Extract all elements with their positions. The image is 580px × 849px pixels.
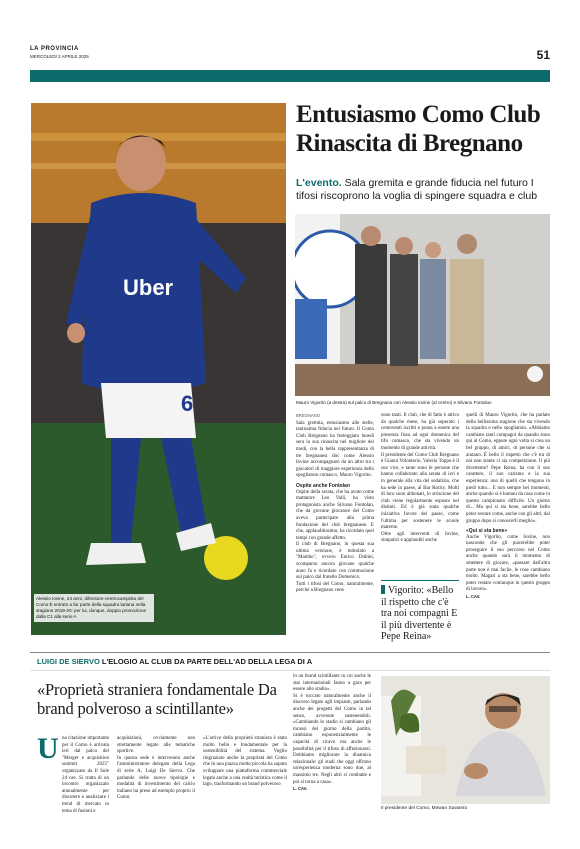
event-illustration (295, 214, 550, 396)
article-minihead: Ospite anche Fontolan (296, 482, 350, 489)
article-paragraph: sono tanti. Il club, che di fatto è attivo da qualche mese, ha già superato i centoventi iscritti e punta a essere una presenza fissa ad ogni domenica del tifo comasco, che sta vivendo un momento di grande attività. (381, 413, 459, 451)
article-paragraph: Oltre agli interventi di Iovine, simpatici e applauditi anche (381, 531, 459, 544)
event-photo (295, 214, 550, 396)
bottom-signature: L. CAV. (293, 786, 308, 792)
pull-quote-text: Vigorito: «Bello il rispetto che c'è tra noi compagni E il più divertente è Pepe Reina» (381, 585, 458, 642)
bottom-paragraph: in un brand scintillante in cui anche le star internazionali fanno a gara per essere allo stadio». (293, 674, 371, 693)
player-illustration (31, 103, 286, 635)
bottom-column-1 (62, 736, 109, 815)
article-minihead: «Qui si sta bene» (466, 528, 508, 535)
bottom-paragraph: In questa sede è intervenuto anche l'amministratore delegato della Lega di serie A, Luigi De Siervo. Che parlando delle nuove tipologie e modalità di investimento del calcio italiano ha preso ad esempio proprio il Como. (117, 755, 195, 801)
article-subhead-text: Sala gremita e grande fiducia nel futuro I tifosi riscoprono la voglia di spingere squadra e club (296, 177, 538, 202)
article-signature: L. CAV. (466, 594, 481, 600)
bottom-paragraph: Si è toccato naturalmente anche il discorso legato agli impianti, parlando anche dei progetti del Como in tal senso, avvenute sostenendoli. «Cambiando lo stadio si cambiano gli incassi del giorno della partita, cambiano esponenzialmente le capacità di ricavo ma anche le possibilità per il tifoso di affezionarsi. Dobbiamo migliorare la dinamica relazionale: gli stadi che oggi offrono un'esperienza moderna sono due, al massimo tre. Negli altri si combatte e poi si torna a casa». (293, 693, 371, 785)
article-column-1 (296, 413, 374, 595)
president-illustration (381, 676, 550, 804)
article-column-3 (466, 413, 550, 601)
bottom-paragraph: na citazione importante per il Como è arrivata ieri dal palco del "Merger e acquisition summit 2025" organizzato da Il Sole 24 ore. Si tratta di un incontro organizzato annualmente per discutere e analizzare i trend di mercato in tema di fusioni e (62, 736, 109, 814)
article-paragraph: Sala gremita, entusiasmo alle stelle, tantissima fiducia nel futuro. Il Como Club Bregnano ha festeggiato lunedì sera la sua rinascita nel migliore dei modi, con la bella rappresentanza di tre bregnanesi doc come Alessio Iovine accompagnato da un altro tra i giocatori di maggiore esperienza dello spogliatoio comasco, Mauro Vigorito. (296, 420, 374, 479)
article-paragraph: Il club di Bregnano, in questa sua ultima versione, è intitolato a "Mambo", ovvero Enrico Dubini, scomparso ancora giovane qualche anno fa e ricordato con commozione sul palco dal fratello Domenico. (296, 542, 374, 581)
page-number: 51 (536, 48, 550, 62)
drop-cap: U (37, 732, 59, 765)
article-paragraph: Ospite della serata, che ha avuto come mattatore Leo Valli, ha visto protagonista anche Silvano Fontolan, che da giovane giocatore del Como aveva partecipato alla prima fondazione del club bregnanese. E che, applauditissimo, ha ricordato quei tempi con grande affetto. (296, 489, 374, 541)
bottom-paragraph: acquisizioni, ovviamente non strettamente legato alle tematiche sportive. (117, 736, 195, 755)
section-divider (30, 652, 550, 653)
shirt-number: 6 (181, 391, 194, 416)
article-kicker: L'evento. (296, 177, 342, 189)
masthead (30, 46, 550, 66)
kicker-divider (30, 670, 550, 671)
bottom-headline: «Proprietà straniera fondamentale Da brand polveroso a scintillante» (37, 680, 277, 718)
bottom-column-3 (203, 736, 287, 789)
player-photo (31, 103, 286, 635)
president-photo-caption: Il presidente del Como, Mirwan Suwarso (381, 806, 468, 811)
article-paragraph: Il presidente del Como Club Bregnano è Gianni Volonterio, Valerio Toppo è il suo vice, e tante sono le persone che hanno collaborato alla serata di ieri e in generale alla vita del sodalizio, che ha sede in paese, al Bar Rocky. Molti di loro sono abbonati, lo striscione del club viene regolarmente esposto nei distinti. Ed è già stata qualche iniziativa favore del paese, come l'ultima per sostenere le scuole materne. (381, 452, 459, 531)
issue-date: MERCOLEDÌ 2 APRILE 2025 (30, 54, 89, 59)
bottom-kicker-text: L'ELOGIO AL CLUB DA PARTE DELL'AD DELLA LEGA DI A (99, 657, 313, 666)
bottom-column-2 (117, 736, 195, 802)
section-bar (30, 70, 550, 82)
bottom-column-4 (293, 674, 371, 793)
article-subhead (296, 177, 556, 203)
bottom-kicker (37, 657, 312, 666)
pull-quote (381, 580, 459, 643)
article-headline: Entusiasmo Como Club Rinascita di Bregnano (296, 101, 541, 157)
article-column-2 (381, 413, 459, 545)
dateline: BREGNANO (296, 413, 320, 418)
article-paragraph: Tutti i tifosi del Como, naturalmente, perché a Bregnano cene (296, 581, 374, 594)
article-paragraph: Anche Vigorito, come Iovine, non nasconde che gli piacerebbe poter proseguire il suo percorso nel Como anche quando sarà il momento di smettere di giocare, «passare dall'altra parte non è mai facile, le cose cambiano molto. Magari a sta bene, sarebbe bello poter restare comunque in questo gruppo di lavoro». (466, 534, 550, 593)
player-photo-caption: Alessio Iovine, 24 anni, difensore-centrocampista del Como È entrato a far parte della squadra lariana nella stagione 2019-20: per lui, dunque, doppia promozione dalla C1 alla serie A (34, 594, 154, 622)
bottom-kicker-name: LUIGI DE SIERVO (37, 657, 100, 666)
bottom-paragraph: «L'arrivo della proprietà straniera è stato molto bello e fondamentale per la sostenibilità del sistema. Voglio ringraziare anche la proprietà del Como che in una piazza molto piccola ha saputo sviluppare una piattaforma commerciale legata anche a una realtà turistica come il lago, trasformando un brand polveroso (203, 736, 287, 788)
shirt-sponsor: Uber (123, 275, 174, 300)
event-photo-caption: Mauro Vigorito (a destra) sul palco di Bregnano con Alessio Iovine (al centro) e Silvano Fontolan (296, 400, 492, 405)
article-paragraph: quelli di Mauro Vigorito, che ha parlato della bellissima stagione che sta vivendo la squadra e nello spogliatoio. «Abbiamo cambiato tanti compagni da quando sono qui al Como, eppure ogni volta si crea un bel gruppo, di amici, di persone che si aiutano. È bello il rispetto che c'è tra di noi non stante ci sia competizione. Il più divertente? Pepe Reina, ha con il suo carattere, il suo carisma e la sua esperienza: uno di quelli che tengono in piedi tutto... E non sempre bei momenti, anche quando si è lontani da casa come in questo campionato difficile. Un giorno di... Ma qui si sta bene, sarebbe bello poter restare come, anche con gli altri, dal gruppo dopo si conoscerli meglio». (466, 413, 550, 524)
newspaper-name: LA PROVINCIA (30, 46, 79, 52)
president-photo (381, 676, 550, 804)
quote-mark-icon (381, 585, 385, 594)
